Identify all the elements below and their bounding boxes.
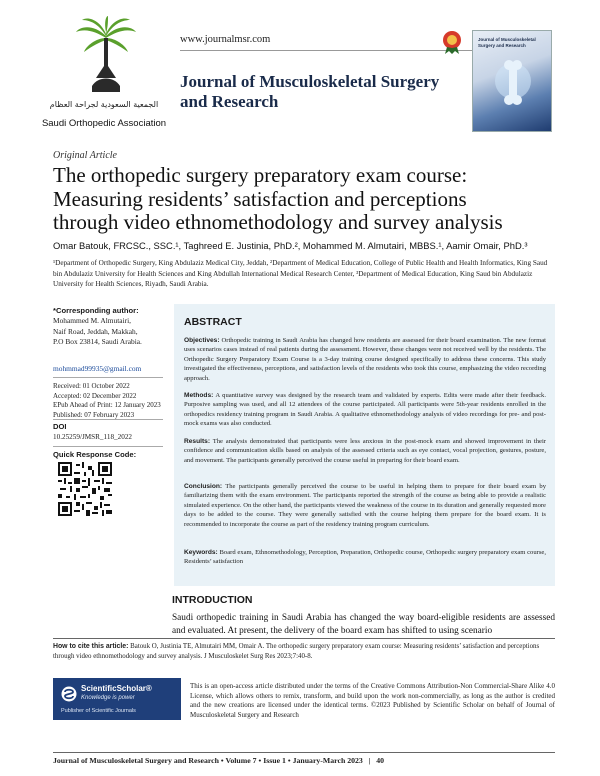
keywords-label: Keywords: <box>184 549 218 556</box>
citation-label: How to cite this article: <box>53 643 129 650</box>
website-link[interactable]: www.journalmsr.com <box>180 34 271 45</box>
abstract-conclusion <box>184 482 546 529</box>
doi-link[interactable]: 10.25259/JMSR_118_2022 <box>53 433 133 441</box>
title-line2: Measuring residents’ satisfaction and perceptions <box>53 186 467 211</box>
date-epub: EPub Ahead of Print: 12 January 2023 <box>53 401 161 409</box>
cover-title: Journal of Musculoskeletal Surgery and Research <box>478 37 536 48</box>
objectives-text: Orthopedic training in Saudi Arabia has changed how residents are assessed for their board examination. The new format uses scenarios cases instead of real patients during the assessment. However, these changes were not received well by the residents. The Orthopedic Surgery Preparatory Exam Course is a 3-day training course designed specifically to address these concerns. This study investigated the effectiveness, perceptions, and satisfaction levels of the residents who took this course, emphasizing the video recording approach. <box>184 337 546 382</box>
abstract-objectives <box>184 336 546 383</box>
logo-arabic-text: الجمعية السعودية لجراحة العظام <box>49 100 159 109</box>
publisher-logo <box>53 678 181 720</box>
abstract-methods <box>184 391 546 429</box>
citation-text: Batouk O, Justinia TE, Almutairi MM, Omair A. The orthopedic surgery preparatory exam course: Measuring residents’ satisfaction and perceptions through video ethnomethodology and survey analysis. J Musculoskelet Surg Res 2023;7:40-8. <box>53 643 540 660</box>
sidebar-divider <box>53 446 163 447</box>
corresponding-author-address <box>53 316 163 348</box>
corr-line: P.O Box 23814, Saudi Arabia. <box>53 337 142 346</box>
methods-text: A quantitative survey was designed by the research team and validated by experts. Edits were made after their feedback. Purposive sampling was used, and all 12 attendees of the course participated. All participants were 5th-year residents enrolled in the orthopedics residency training program in Saudi Arabia. A qualitative ethnomethodology analysis of video recordings for pre- and post-mock exams was also conducted. <box>184 392 546 428</box>
corresponding-author-label: *Corresponding author: <box>53 306 139 315</box>
citation-divider <box>53 638 555 639</box>
conclusion-text: The participants generally perceived the course to be useful in helping them to prepare for their board exam by familiarizing them with the exam environment. The participants reported the strength of the course as being able to provide a realistic simulated experience. On the other hand, the participants viewed the weakness of the course in its duration and generally requested more days to be added to the course. They were generally satisfied with the course helping them prepare for the board exam. It is recommended to incorporate the course as part of the residency training program curriculum. <box>184 483 546 528</box>
publisher-subtitle: Publisher of Scientific Journals <box>61 708 136 714</box>
page-number: 40 <box>376 756 385 765</box>
journal-title <box>180 72 500 112</box>
affiliations: ¹Department of Orthopedic Surgery, King Abdulaziz Medical City, Jeddah, ²Department of Medical Education, College of Public Health and Health Informatics, King Saud bin Abdulaziz University for Health Sciences and King Abdullah International Medical Research Center, ³Department of Medical Education, King Saud bin Abdulaziz University for Health Sciences, Riyadh, Saudi Arabia. <box>53 259 548 288</box>
date-accepted: Accepted: 02 December 2022 <box>53 391 137 400</box>
article-title <box>53 164 553 235</box>
abstract-keywords <box>184 548 546 567</box>
results-label: Results: <box>184 438 211 445</box>
article-dates <box>53 382 163 420</box>
methods-label: Methods: <box>184 392 214 399</box>
article-type: Original Article <box>53 150 117 161</box>
publisher-tagline: Knowledge is power <box>81 695 135 701</box>
corr-line: Naif Road, Jeddah, Makkah, <box>53 326 138 336</box>
sidebar-divider <box>53 419 163 420</box>
journal-title-line1: Journal of Musculoskeletal Surgery <box>180 72 440 91</box>
qr-code-icon[interactable] <box>58 462 112 516</box>
citation-block <box>53 642 555 661</box>
page-footer <box>53 756 384 765</box>
title-line1: The orthopedic surgery preparatory exam course: <box>53 163 468 187</box>
doi-label: DOI <box>53 422 67 431</box>
title-line3: through video ethnomethodology and survey analysis <box>53 210 503 234</box>
footer-journal-info: Journal of Musculoskeletal Surgery and Research • Volume 7 • Issue 1 • January-March 2023 <box>53 756 363 765</box>
author-email-link[interactable]: mohmmad99935@gmail.com <box>53 364 142 373</box>
association-logo <box>40 16 168 132</box>
license-text: This is an open-access article distributed under the terms of the Creative Commons Attribution-Non Commercial-Share Alike 4.0 License, which allows others to remix, transform, and build upon the work non-commercially, as long as the author is credited and the new creations are licensed under the identical terms. ©2023 Published by Scientific Scholar on behalf of Journal of Musculoskeletal Surgery and Research <box>190 682 555 719</box>
logo-english-text: Saudi Orthopedic Association <box>41 118 167 129</box>
footer-divider <box>53 752 555 753</box>
author-list: Omar Batouk, FRCSC., SSC.¹, Taghreed E. Justinia, PhD.², Mohammed M. Almutairi, MBBS.¹, Aamir Omair, PhD.³ <box>53 240 528 251</box>
scientific-scholar-icon <box>61 686 77 702</box>
introduction-heading: INTRODUCTION <box>172 594 253 606</box>
qr-code-label: Quick Response Code: <box>53 450 137 459</box>
results-text: The analysis demonstrated that participants were less anxious in the post-mock exam and showed improvement in their confidence and communication skills based on analysis of the assessed criteria such as eye contact, vocal projection, gestures, posture, and movement. The participants generally perceived the course useful in preparing for their board exam. <box>184 438 546 464</box>
conclusion-label: Conclusion: <box>184 483 223 490</box>
date-published: Published: 07 February 2023 <box>53 410 135 419</box>
date-received: Received: 01 October 2022 <box>53 382 130 390</box>
corr-line: Mohammed M. Almutairi, <box>53 316 132 325</box>
footer-separator: | <box>364 756 375 765</box>
abstract-heading: ABSTRACT <box>184 316 242 328</box>
keywords-text: Board exam, Ethnomethodology, Perception, Preparation, Orthopedic course, Orthopedic surgery preparatory exam course, Residents’ satisfaction <box>184 549 546 566</box>
abstract-results <box>184 437 546 465</box>
publisher-name: ScientificScholar® <box>81 684 152 693</box>
open-access-seal-icon <box>442 30 462 54</box>
journal-cover-thumbnail <box>472 30 552 132</box>
sidebar-divider <box>53 377 163 378</box>
objectives-label: Objectives: <box>184 337 220 344</box>
journal-title-line2: and Research <box>180 92 279 111</box>
cover-bone-image-icon <box>489 57 537 107</box>
introduction-text: Saudi orthopedic training in Saudi Arabia has changed the way board-eligible residents are assessed and evaluated. At present, the delivery of the board exam has shifted to using scenario <box>172 613 555 636</box>
palm-tree-logo-icon <box>74 16 138 98</box>
